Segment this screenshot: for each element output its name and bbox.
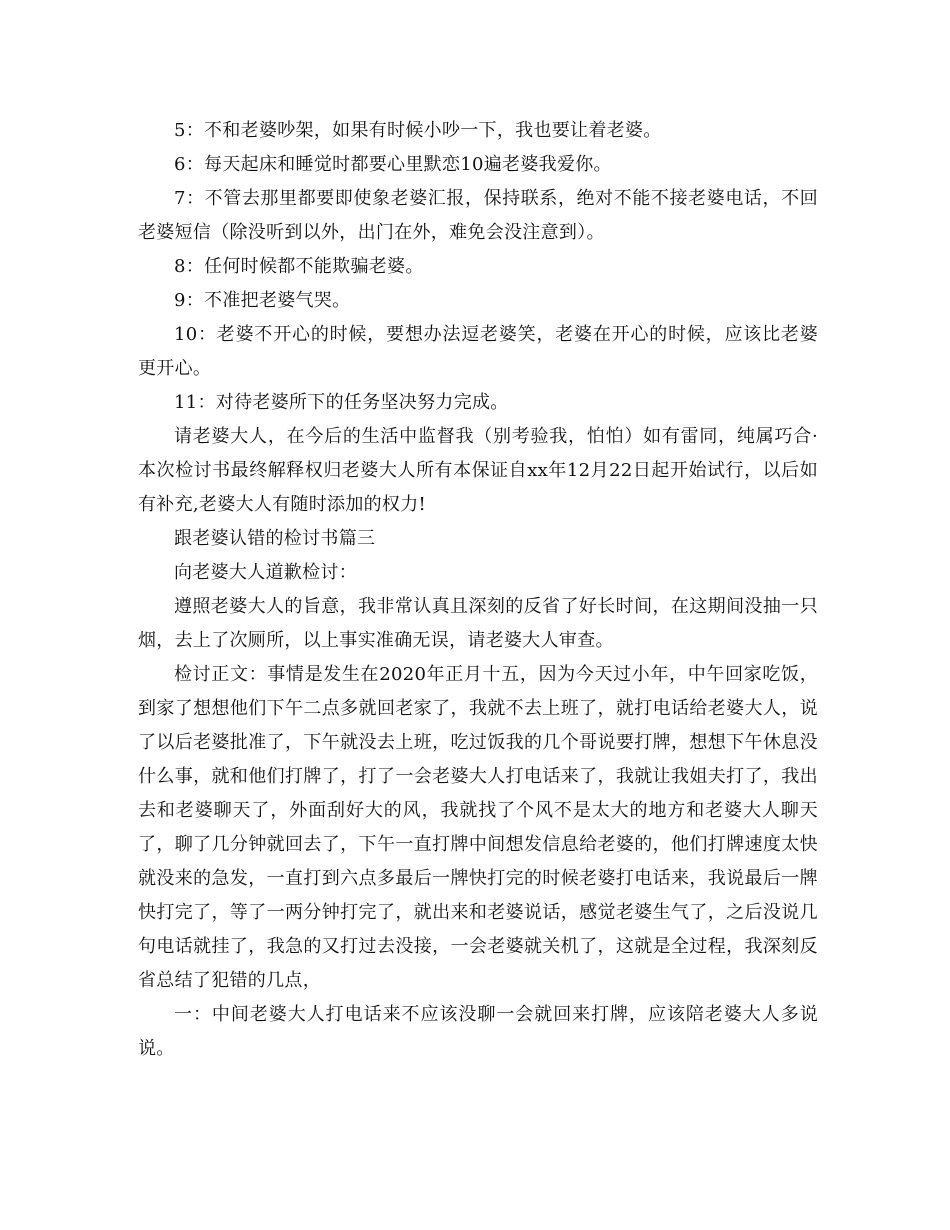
salutation: 向老婆大人道歉检讨： <box>174 562 357 583</box>
rule-7-paragraph: 7：不管去那里都要即使象老婆汇报，保持联系，绝对不能不接老婆电话，不回老婆短信（除没听到以外，出门在外，难免会没注意到）。 <box>138 188 818 243</box>
rule-9-paragraph: 9：不准把老婆气哭。 <box>174 290 351 311</box>
rule-10-paragraph: 10：老婆不开心的时候，要想办法逗老婆笑，老婆在开心的时候，应该比老婆更开心。 <box>138 324 818 379</box>
rule-5-paragraph: 5：不和老婆吵架，如果有时候小吵一下，我也要让着老婆。 <box>174 120 662 141</box>
rule-8-paragraph: 8：任何时候都不能欺骗老婆。 <box>174 256 424 277</box>
reflection-paragraph: 遵照老婆大人的旨意，我非常认真且深刻的反省了好长时间，在这期间没抽一只烟，去上了次厕所，以上事实准确无误，请老婆大人审查。 <box>138 596 818 651</box>
rule-6-paragraph: 6：每天起床和睡觉时都要心里默恋10遍老婆我爱你。 <box>174 154 612 175</box>
point-one-paragraph: 一：中间老婆大人打电话来不应该没聊一会就回来打牌，应该陪老婆大人多说说。 <box>138 1004 818 1059</box>
document-body <box>138 114 818 1066</box>
supervision-paragraph: 请老婆大人，在今后的生活中监督我（别考验我，怕怕）如有雷同，纯属巧合·本次检讨书最终解释权归老婆大人所有本保证自xx年12月22日起开始试行，以后如有补充,老婆大人有随时添加的权力! <box>138 426 818 515</box>
section-heading: 跟老婆认错的检讨书篇三 <box>174 528 376 549</box>
main-text-paragraph: 检讨正文：事情是发生在2020年正月十五，因为今天过小年，中午回家吃饭，到家了想想他们下午二点多就回老家了，我就不去上班了，就打电话给老婆大人，说了以后老婆批准了，下午就没去上班，吃过饭我的几个哥说要打牌，想想下午休息没什么事，就和他们打牌了，打了一会老婆大人打电话来了，我就让我姐夫打了，我出去和老婆聊天了，外面刮好大的风，我就找了个风不是太大的地方和老婆大人聊天了，聊了几分钟就回去了，下午一直打牌中间想发信息给老婆的，他们打牌速度太快就没来的急发，一直打到六点多最后一牌快打完的时候老婆打电话来，我说最后一牌快打完了，等了一两分钟打完了，就出来和老婆说话，感觉老婆生气了，之后没说几句电话就挂了，我急的又打过去没接，一会老婆就关机了，这就是全过程，我深刻反省总结了犯错的几点， <box>138 664 818 991</box>
rule-11-paragraph: 11：对待老婆所下的任务坚决努力完成。 <box>174 392 509 413</box>
